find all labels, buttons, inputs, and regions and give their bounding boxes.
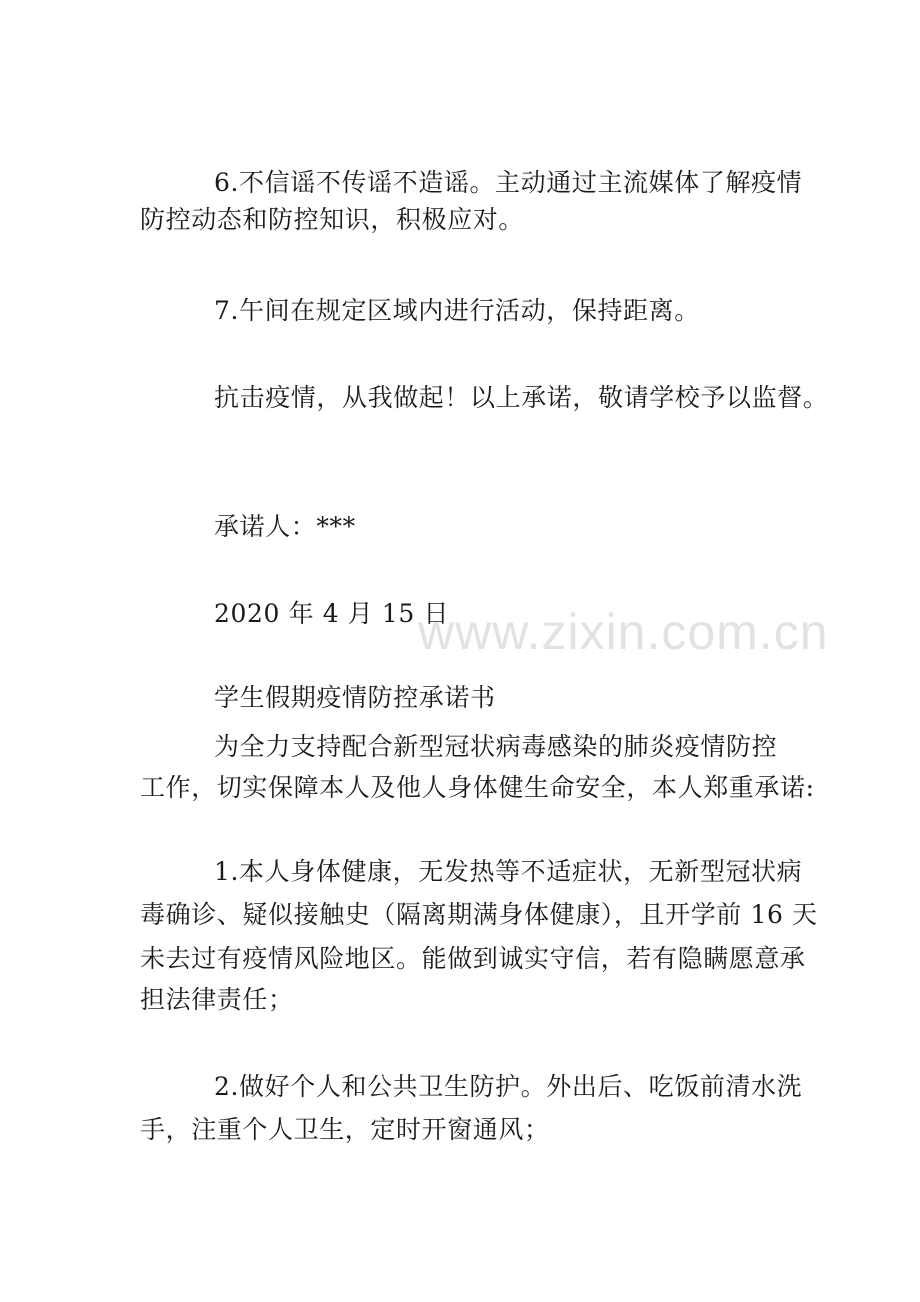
item-7-text: 7.午间在规定区域内进行活动，保持距离。 xyxy=(214,296,700,325)
signature-date: 2020 年 4 月 15 日 xyxy=(214,599,450,628)
item-2-line-1: 2.做好个人和公共卫生防护。外出后、吃饭前清水洗 xyxy=(214,1072,803,1101)
item-6-line-1: 6.不信谣不传谣不造谣。主动通过主流媒体了解疫情 xyxy=(214,168,803,197)
intro-line-2: 工作，切实保障本人及他人身体健生命安全，本人郑重承诺: xyxy=(140,773,815,802)
watermark: www.zixin.com.cn xyxy=(418,604,829,660)
closing-statement: 抗击疫情，从我做起！以上承诺，敬请学校予以监督。 xyxy=(214,383,829,412)
item-1-line-2: 毒确诊、疑似接触史（隔离期满身体健康），且开学前 16 天 xyxy=(140,900,818,929)
item-2-line-2: 手，注重个人卫生，定时开窗通风； xyxy=(140,1115,550,1144)
intro-line-1: 为全力支持配合新型冠状病毒感染的肺炎疫情防控 xyxy=(214,732,778,761)
item-1-line-4: 担法律责任； xyxy=(140,985,294,1014)
item-6-line-2: 防控动态和防控知识，积极应对。 xyxy=(140,205,525,234)
promiser-signature: 承诺人：*** xyxy=(214,512,356,541)
section-title: 学生假期疫情防控承诺书 xyxy=(214,683,496,712)
item-1-line-1: 1.本人身体健康，无发热等不适症状，无新型冠状病 xyxy=(214,857,803,886)
item-1-line-3: 未去过有疫情风险地区。能做到诚实守信，若有隐瞒愿意承 xyxy=(140,944,806,973)
